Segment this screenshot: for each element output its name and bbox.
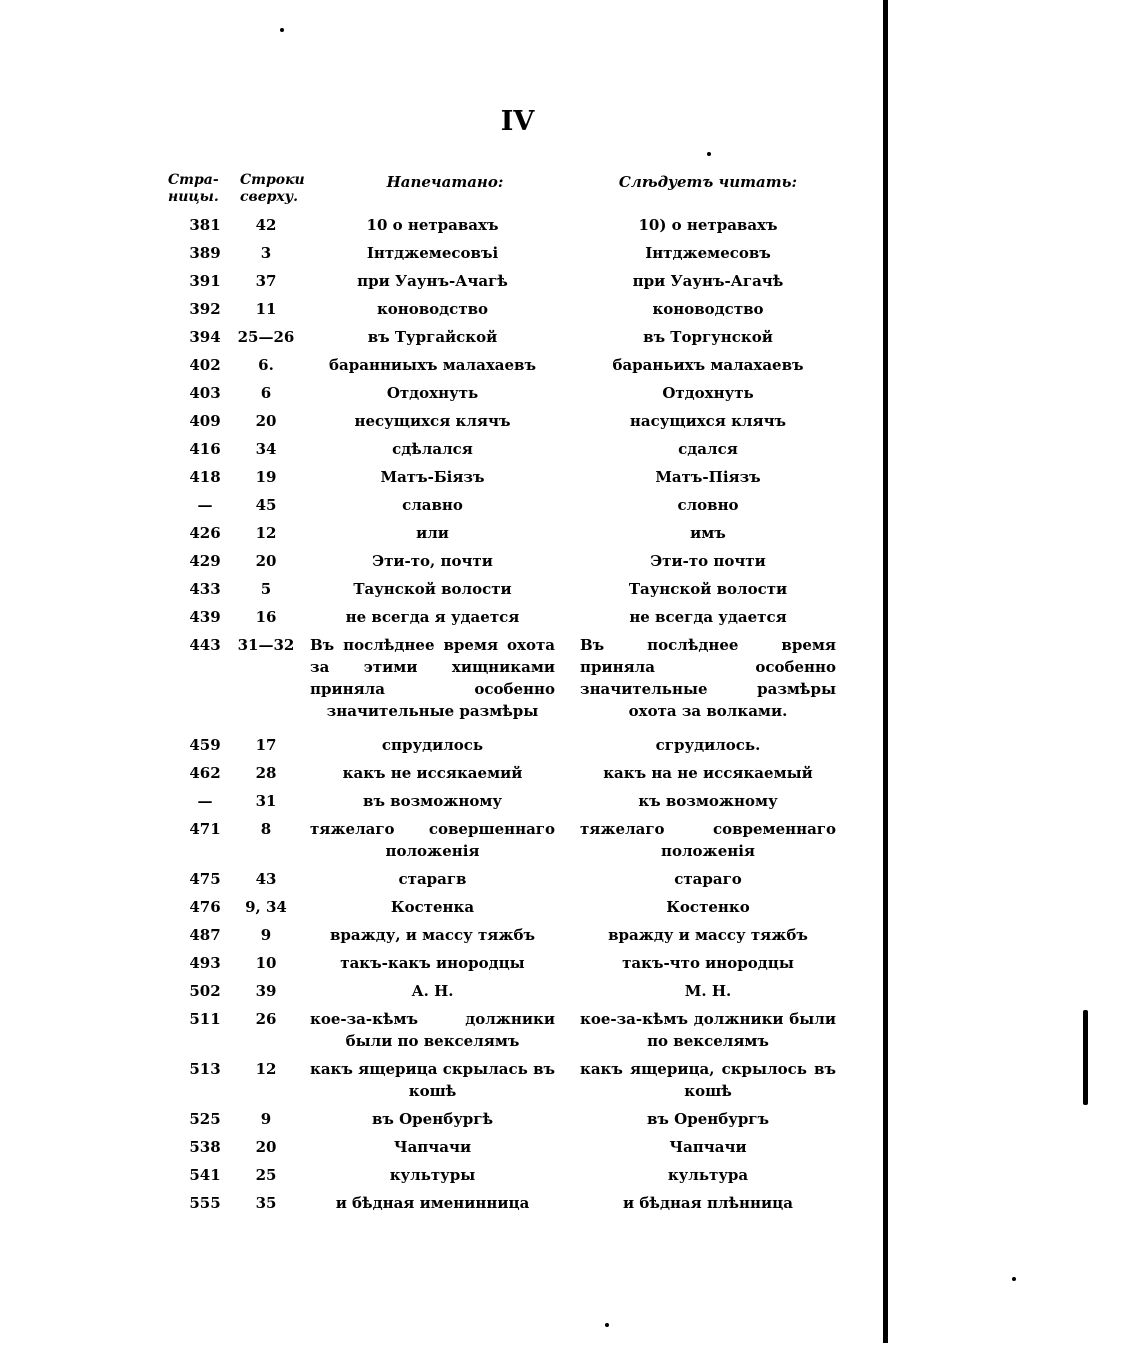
cell-printed: при Уаунъ-Ачагѣ	[357, 272, 508, 290]
cell-printed: сдѣлался	[392, 440, 473, 458]
cell-line: 10	[255, 954, 277, 972]
speck	[707, 152, 711, 156]
cell-printed: въ Тургайской	[367, 328, 498, 346]
cell-line: 6.	[258, 356, 274, 374]
cell-read: въ Оренбургъ	[646, 1110, 770, 1128]
table-row	[0, 1058, 880, 1108]
table-row	[0, 606, 880, 634]
cell-printed: спрудилось	[381, 736, 484, 754]
cell-line: 45	[255, 496, 277, 514]
header-read: Слѣдуетъ читать:	[618, 173, 798, 191]
speck	[605, 1323, 609, 1327]
cell-page: —	[197, 792, 213, 810]
table-row	[0, 578, 880, 606]
table-row	[0, 952, 880, 980]
cell-page: 476	[189, 898, 221, 916]
binding-edge-mark	[1083, 1010, 1088, 1105]
table-row	[0, 466, 880, 494]
cell-line: 31—32	[237, 636, 295, 654]
cell-printed: Эти-то, почти	[372, 552, 493, 570]
cell-page: 525	[189, 1110, 221, 1128]
cell-line: 3	[260, 244, 272, 262]
cell-printed: въ возможному	[363, 792, 502, 810]
cell-printed: Отдохнуть	[386, 384, 479, 402]
cell-page: 418	[189, 468, 221, 486]
cell-line: 12	[255, 524, 277, 542]
cell-printed: культуры	[389, 1166, 476, 1184]
cell-read: вражду и массу тяжбъ	[608, 926, 808, 944]
cell-printed: тяжелаго совершеннаго положенія	[310, 820, 555, 860]
cell-line: 16	[255, 608, 277, 626]
cell-page: 459	[189, 736, 221, 754]
cell-line: 20	[255, 1138, 277, 1156]
table-row	[0, 494, 880, 522]
cell-page: 538	[189, 1138, 221, 1156]
table-row	[0, 980, 880, 1008]
cell-line: 20	[255, 412, 277, 430]
table-row	[0, 634, 880, 734]
cell-read: Въ послѣднее время приняла особенно значительные размѣры охота за волками.	[580, 636, 836, 720]
cell-line: 20	[255, 552, 277, 570]
cell-page: 403	[189, 384, 221, 402]
cell-page: 462	[189, 764, 221, 782]
speck	[1012, 1277, 1016, 1281]
cell-line: 5	[260, 580, 272, 598]
cell-read: Костенко	[666, 898, 750, 916]
cell-line: 37	[255, 272, 277, 290]
table-row	[0, 1192, 880, 1220]
cell-printed: Інтджемесовъі	[366, 244, 499, 262]
cell-read: 10) о нетравахъ	[638, 216, 778, 234]
cell-read: кое-за-кѣмъ должники были по векселямъ	[580, 1010, 836, 1050]
cell-page: 487	[189, 926, 221, 944]
cell-page: 513	[189, 1060, 221, 1078]
cell-read: культура	[667, 1166, 749, 1184]
cell-page: 502	[189, 982, 221, 1000]
table-row	[0, 1136, 880, 1164]
cell-read: имъ	[690, 524, 726, 542]
cell-page: 555	[189, 1194, 221, 1212]
table-row	[0, 762, 880, 790]
cell-line: 9	[260, 926, 272, 944]
header-line: Строки сверху.	[240, 172, 305, 205]
cell-read: Таунской волости	[628, 580, 788, 598]
cell-line: 26	[255, 1010, 277, 1028]
cell-read: при Уаунъ-Агачѣ	[632, 272, 784, 290]
cell-read: Матъ-Пiязъ	[655, 468, 761, 486]
cell-printed: Костенка	[390, 898, 475, 916]
cell-read: бараньихъ малахаевъ	[612, 356, 804, 374]
cell-line: 17	[255, 736, 277, 754]
cell-line: 8	[260, 820, 272, 838]
cell-line: 28	[255, 764, 277, 782]
speck	[280, 28, 284, 32]
cell-read: такъ-что инородцы	[622, 954, 794, 972]
cell-read: коноводство	[652, 300, 764, 318]
cell-line: 35	[255, 1194, 277, 1212]
cell-page: 475	[189, 870, 221, 888]
cell-read: и бѣдная плѣнница	[623, 1194, 793, 1212]
table-row	[0, 326, 880, 354]
cell-page: 433	[189, 580, 221, 598]
cell-printed: и бѣдная именинница	[335, 1194, 530, 1212]
cell-printed: какъ не иссякаемий	[342, 764, 523, 782]
cell-read: стараго	[674, 870, 742, 888]
cell-page: 493	[189, 954, 221, 972]
cell-page: 391	[189, 272, 221, 290]
table-row	[0, 896, 880, 924]
cell-read: не всегда удается	[629, 608, 787, 626]
cell-line: 19	[255, 468, 277, 486]
cell-printed: не всегда я удается	[345, 608, 520, 626]
table-row	[0, 1008, 880, 1058]
cell-line: 9	[260, 1110, 272, 1128]
cell-page: 443	[189, 636, 221, 654]
cell-page: 394	[189, 328, 221, 346]
cell-printed: баранниыхъ малахаевъ	[329, 356, 536, 374]
cell-printed: коноводство	[376, 300, 489, 318]
cell-printed: Таунской волости	[353, 580, 512, 598]
cell-line: 25	[255, 1166, 277, 1184]
cell-printed: 10 о нетравахъ	[366, 216, 499, 234]
cell-read: словно	[677, 496, 739, 514]
cell-read: тяжелаго современнаго положенія	[580, 820, 836, 860]
cell-read: Інтджемесовъ	[645, 244, 771, 262]
cell-printed: вражду, и массу тяжбъ	[329, 926, 536, 944]
cell-read: Чапчачи	[669, 1138, 747, 1156]
cell-printed: такъ-какъ инородцы	[340, 954, 525, 972]
cell-page: 429	[189, 552, 221, 570]
header-printed: Напечатано:	[386, 173, 504, 191]
table-row	[0, 298, 880, 326]
table-row	[0, 242, 880, 270]
cell-read: Отдохнуть	[662, 384, 754, 402]
cell-printed: Матъ-Бiязъ	[380, 468, 485, 486]
table-row	[0, 270, 880, 298]
cell-read: насущихся клячъ	[629, 412, 787, 430]
cell-printed: славно	[402, 496, 463, 514]
table-row	[0, 550, 880, 578]
table-row	[0, 214, 880, 242]
table-row	[0, 1164, 880, 1192]
cell-printed: или	[416, 524, 449, 542]
cell-page: 402	[189, 356, 221, 374]
cell-line: 9, 34	[245, 898, 287, 916]
cell-printed: Въ послѣднее время охота за этими хищниками приняла особенно значительные размѣры	[310, 636, 555, 720]
cell-page: 511	[189, 1010, 221, 1028]
cell-printed: старагв	[398, 870, 467, 888]
cell-printed: въ Оренбургѣ	[371, 1110, 494, 1128]
cell-read: Эти-то почти	[650, 552, 766, 570]
cell-page: —	[197, 496, 213, 514]
cell-line: 31	[255, 792, 277, 810]
cell-printed: несущихся клячъ	[354, 412, 511, 430]
cell-page: 541	[189, 1166, 221, 1184]
cell-read: какъ ящерица, скрылось въ кошѣ	[580, 1060, 836, 1100]
cell-printed: А. Н.	[411, 982, 454, 1000]
table-row	[0, 868, 880, 896]
cell-page: 392	[189, 300, 221, 318]
cell-read: къ возможному	[638, 792, 778, 810]
header-page: Стра- ницы.	[168, 172, 219, 205]
page-number: IV	[500, 106, 535, 137]
table-row	[0, 790, 880, 818]
cell-page: 389	[189, 244, 221, 262]
table-row	[0, 734, 880, 762]
cell-page: 426	[189, 524, 221, 542]
binding-edge-line	[883, 0, 888, 1343]
cell-page: 381	[189, 216, 221, 234]
cell-read: сдался	[678, 440, 738, 458]
table-row	[0, 522, 880, 550]
cell-line: 43	[255, 870, 277, 888]
cell-read: М. Н.	[684, 982, 732, 1000]
cell-page: 409	[189, 412, 221, 430]
table-row	[0, 924, 880, 952]
cell-line: 39	[255, 982, 277, 1000]
cell-read: въ Торгунской	[643, 328, 773, 346]
cell-line: 11	[255, 300, 277, 318]
table-row	[0, 382, 880, 410]
cell-line: 42	[255, 216, 277, 234]
cell-printed: какъ ящерица скрылась въ кошѣ	[310, 1060, 555, 1100]
cell-printed: кое-за-кѣмъ должники были по векселямъ	[310, 1010, 555, 1050]
cell-page: 416	[189, 440, 221, 458]
cell-line: 12	[255, 1060, 277, 1078]
cell-read: сгрудилось.	[655, 736, 761, 754]
cell-page: 439	[189, 608, 221, 626]
errata-table	[0, 214, 880, 1220]
cell-printed: Чапчачи	[393, 1138, 472, 1156]
table-row	[0, 438, 880, 466]
table-row	[0, 1108, 880, 1136]
table-row	[0, 818, 880, 868]
table-row	[0, 410, 880, 438]
cell-page: 471	[189, 820, 221, 838]
table-row	[0, 354, 880, 382]
cell-line: 25—26	[237, 328, 295, 346]
cell-line: 6	[260, 384, 272, 402]
cell-read: какъ на не иссякаемый	[603, 764, 813, 782]
cell-line: 34	[255, 440, 277, 458]
